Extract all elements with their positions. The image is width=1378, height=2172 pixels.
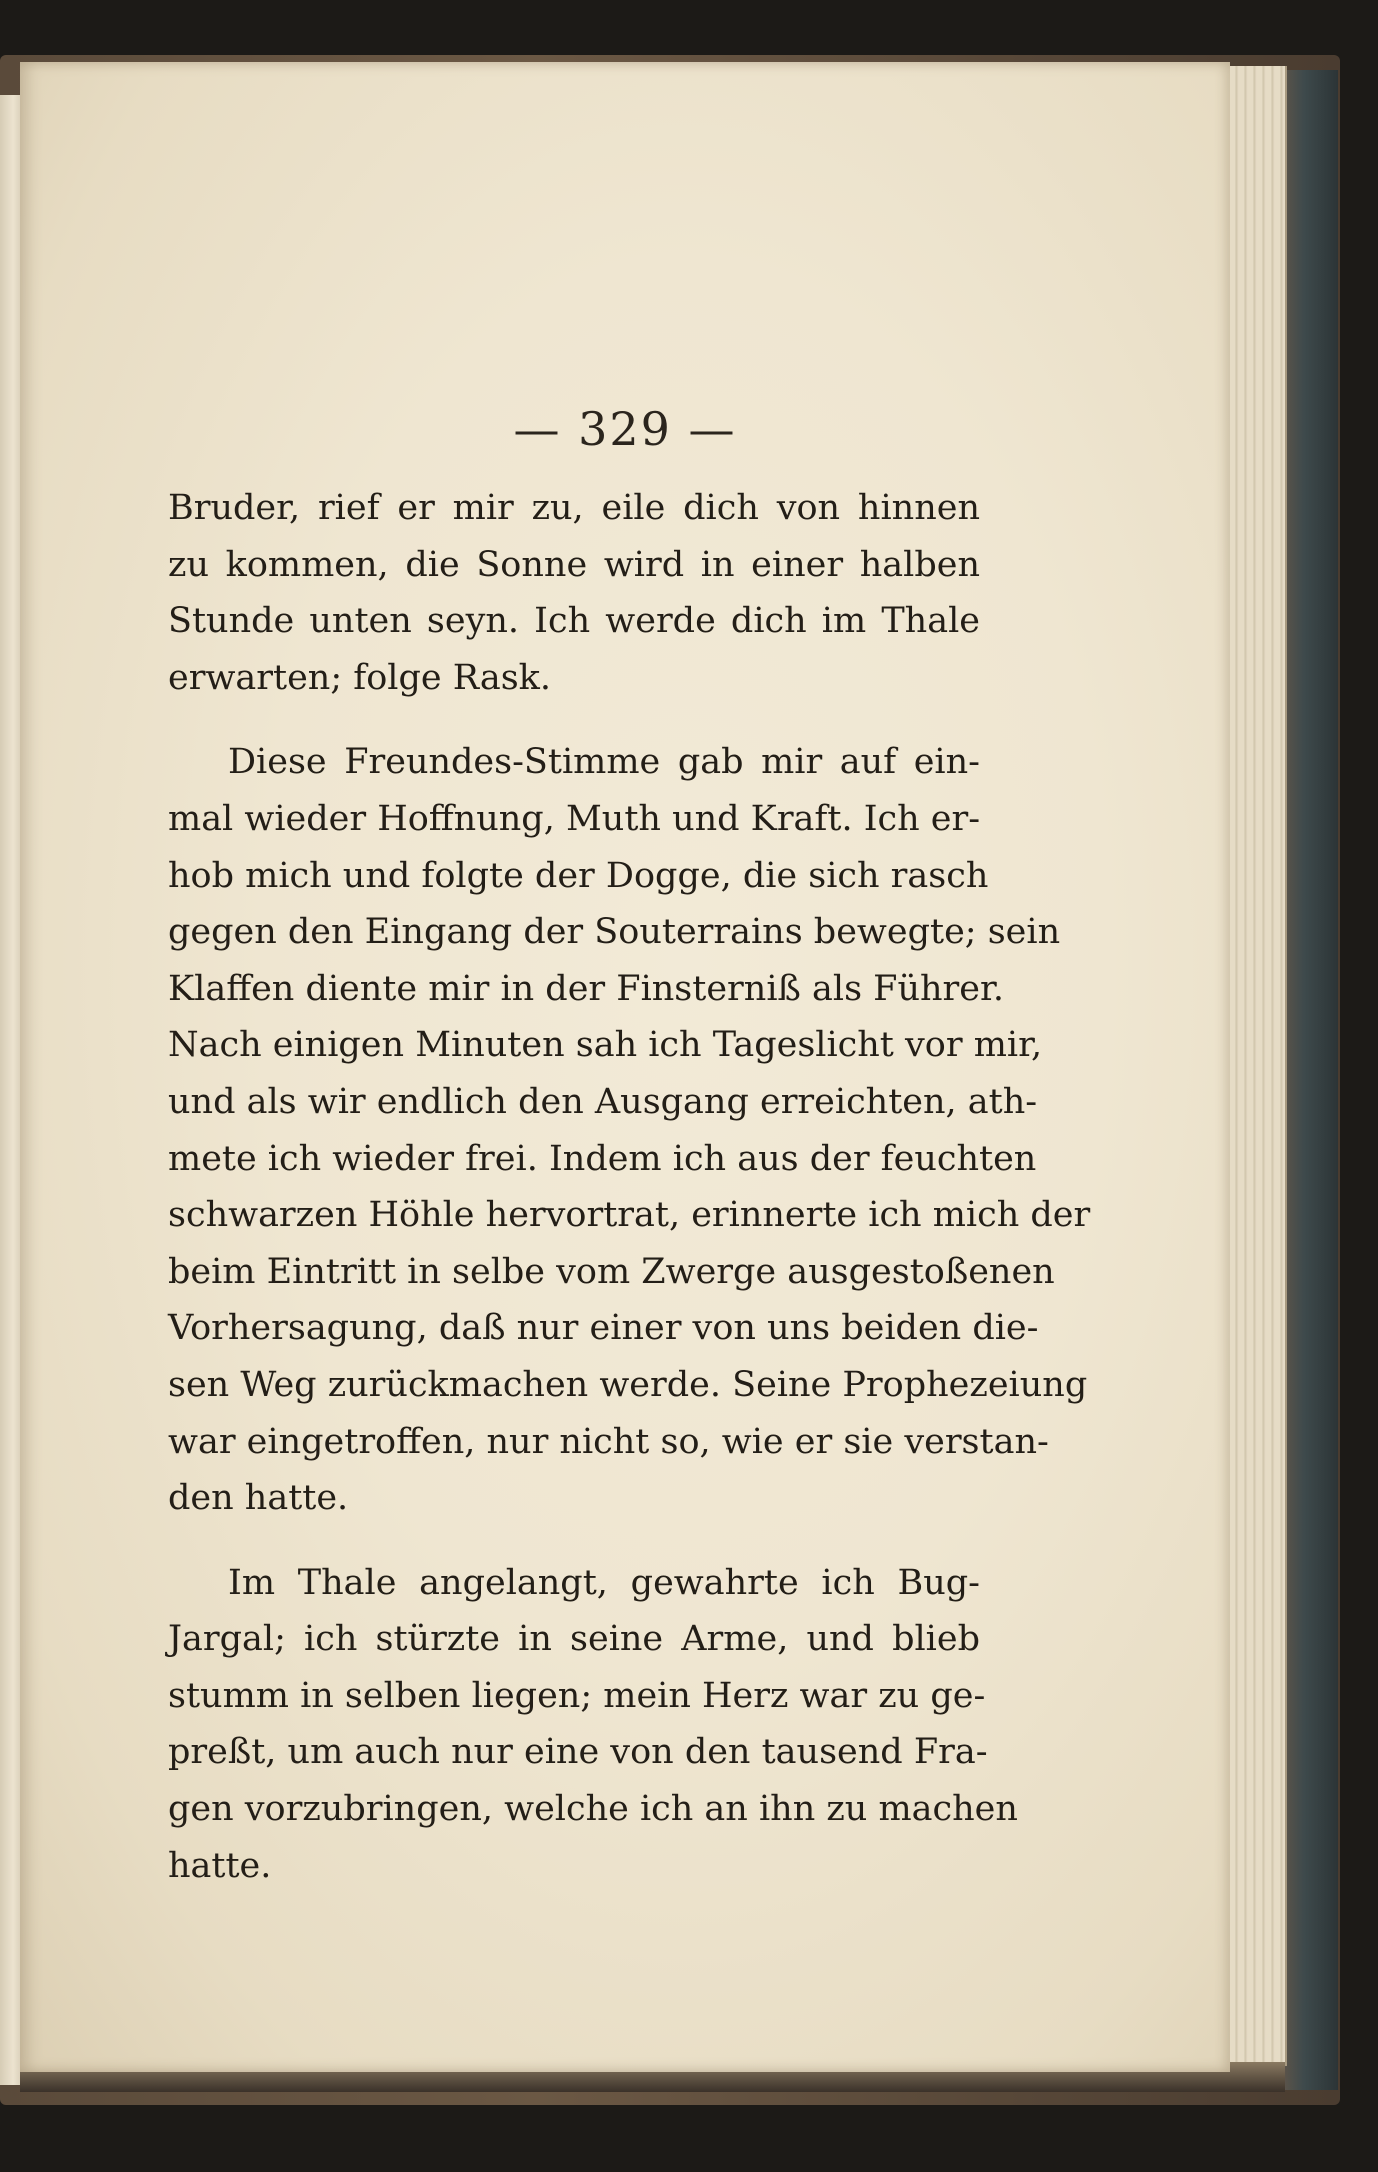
text-line: Klaffen diente mir in der Finsterniß als Führer.: [168, 968, 1004, 1009]
text-line: Nach einigen Minuten sah ich Tageslicht vor mir,: [168, 1025, 1043, 1066]
text-line: den hatte.: [168, 1478, 349, 1519]
text-line: mal wieder Hoffnung, Muth und Kraft. Ich er-: [168, 798, 981, 839]
facing-page-edge: [0, 95, 22, 2085]
text-line: Diese Freundes-Stimme gab mir auf ein-: [228, 742, 980, 783]
page-text: [168, 480, 1091, 1894]
page-number: — 329 —: [513, 402, 737, 456]
text-line: Vorhersagung, daß nur einer von uns beiden die-: [168, 1308, 1039, 1349]
text-line: hob mich und folgte der Dogge, die sich rasch: [168, 855, 989, 896]
text-line: und als wir endlich den Ausgang erreichten, ath-: [168, 1081, 1038, 1122]
text-line: erwarten; folge Rask.: [168, 657, 552, 698]
text-line: Bruder, rief er mir zu, eile dich von hinnen: [168, 488, 980, 528]
text-line: schwarzen Höhle hervortrat, erinnerte ich mich der: [168, 1195, 1091, 1236]
text-line: war eingetroffen, nur nicht so, wie er sie verstan-: [168, 1421, 1049, 1462]
text-line: mete ich wieder frei. Indem ich aus der feuchten: [168, 1138, 1037, 1179]
text-line: preßt, um auch nur eine von den tausend Fra-: [168, 1732, 988, 1773]
text-line: beim Eintritt in selbe vom Zwerge ausgestoßenen: [168, 1251, 1055, 1292]
paragraph-1: [168, 480, 980, 706]
text-line: Stunde unten seyn. Ich werde dich im Thale: [168, 601, 980, 642]
paragraph-2: [168, 734, 1091, 1526]
text-line: gegen den Eingang der Souterrains bewegte; sein: [168, 912, 1061, 953]
text-line: stumm in selben liegen; mein Herz war zu ge-: [168, 1675, 986, 1716]
text-line: Im Thale angelangt, gewahrte ich Bug-: [228, 1562, 980, 1603]
text-line: sen Weg zurückmachen werde. Seine Prophezeiung: [168, 1364, 1088, 1405]
text-line: zu kommen, die Sonne wird in einer halben: [168, 544, 980, 585]
book-page: [20, 62, 1230, 2072]
text-line: Jargal; ich stürzte in seine Arme, und blieb: [168, 1619, 980, 1660]
text-line: gen vorzubringen, welche ich an ihn zu machen: [168, 1789, 1018, 1830]
text-line: hatte.: [168, 1845, 272, 1886]
paragraph-3: [168, 1555, 1018, 1895]
